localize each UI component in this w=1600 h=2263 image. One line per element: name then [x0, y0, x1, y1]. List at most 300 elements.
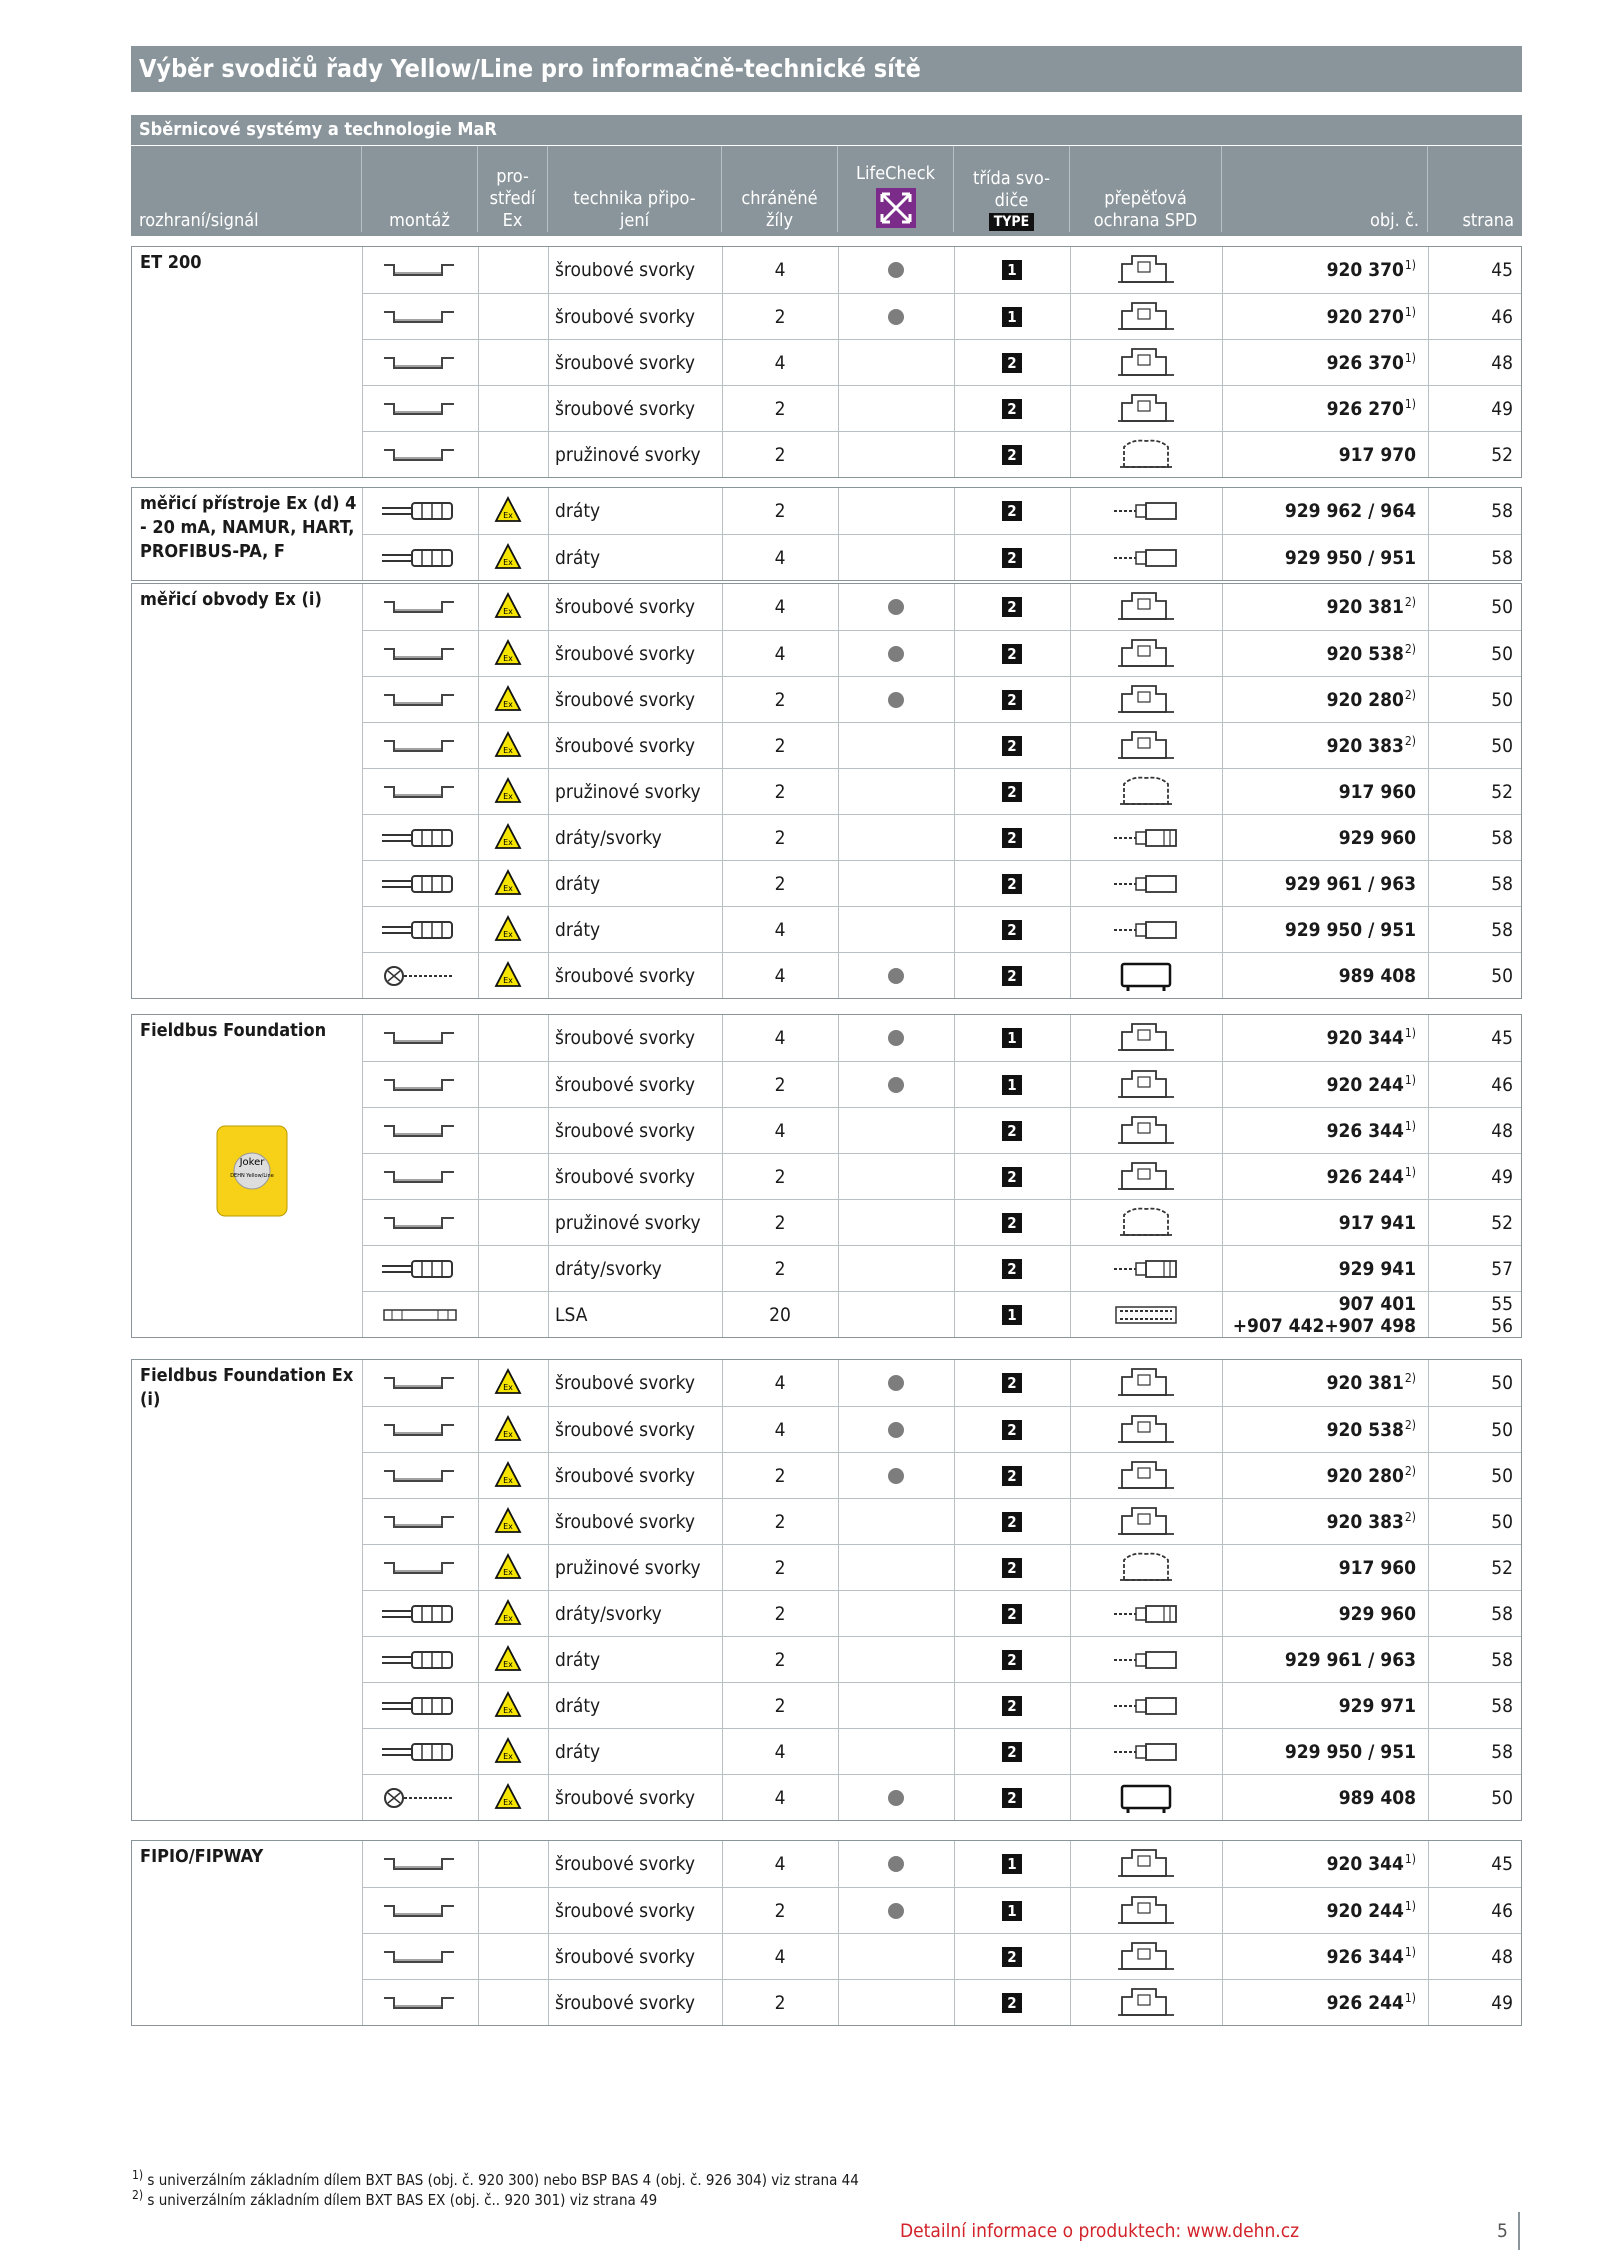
table-row	[362, 722, 1521, 769]
svg-text:Ex: Ex	[503, 976, 513, 985]
ex-warning-icon	[494, 1783, 522, 1811]
connection-type: dráty	[555, 919, 601, 941]
class-badge: 2	[1002, 501, 1022, 521]
din-rail-icon	[382, 396, 458, 422]
tube-mount-icon	[382, 498, 458, 524]
catalog-page-link[interactable]: 50	[1491, 596, 1513, 618]
order-number: 917 970	[1338, 444, 1416, 466]
table-row	[362, 1291, 1521, 1338]
lsa-mount-icon	[382, 1302, 458, 1328]
spd-cable-terminal-icon	[1114, 1596, 1178, 1632]
catalog-page-link[interactable]: 45	[1491, 1853, 1513, 1875]
spd-module-icon	[1114, 636, 1178, 672]
product-group	[131, 1359, 1522, 1821]
din-rail-icon	[382, 1851, 458, 1877]
protected-cores: 2	[774, 1603, 786, 1625]
protected-cores: 4	[774, 1946, 786, 1968]
protected-cores: 2	[774, 1212, 786, 1234]
table-row	[362, 1452, 1521, 1499]
protected-cores: 4	[774, 1419, 786, 1441]
catalog-page-link[interactable]: 50	[1491, 1511, 1513, 1533]
ex-warning-icon	[494, 823, 522, 851]
catalog-page-link[interactable]: 50	[1491, 965, 1513, 987]
table-row	[362, 584, 1521, 630]
catalog-page-link[interactable]: 58	[1491, 500, 1513, 522]
spd-module-icon	[1114, 1412, 1178, 1448]
page-number: 5	[1497, 2220, 1508, 2242]
catalog-page-link[interactable]: 50	[1491, 689, 1513, 711]
spd-module-icon	[1114, 1893, 1178, 1929]
class-badge: 2	[1002, 1121, 1022, 1141]
din-rail-icon	[382, 1072, 458, 1098]
spd-module-icon	[1114, 589, 1178, 625]
header-interface: rozhraní/signál	[139, 210, 259, 231]
ex-warning-icon	[494, 777, 522, 805]
connection-type: šroubové svorky	[555, 1946, 696, 1968]
catalog-page-link[interactable]: 57	[1491, 1258, 1513, 1280]
svg-text:Ex: Ex	[503, 558, 513, 567]
din-rail-icon	[382, 687, 458, 713]
ex-warning-icon	[494, 1737, 522, 1765]
protected-cores: 2	[774, 1465, 786, 1487]
catalog-page-link[interactable]: 58	[1491, 547, 1513, 569]
ex-warning-icon	[494, 1599, 522, 1627]
protected-cores: 4	[774, 352, 786, 374]
din-rail-icon	[382, 733, 458, 759]
protected-cores: 2	[774, 1695, 786, 1717]
class-badge: 1	[1002, 260, 1022, 280]
spd-cable-icon	[1114, 1688, 1178, 1724]
section-title: Sběrnicové systémy a technologie MaR	[131, 115, 1522, 145]
class-badge: 2	[1002, 597, 1022, 617]
order-number: 917 960	[1338, 781, 1416, 803]
svg-text:Ex: Ex	[503, 607, 513, 616]
protected-cores: 2	[774, 1166, 786, 1188]
class-badge: 2	[1002, 690, 1022, 710]
spd-module-icon	[1114, 391, 1178, 427]
spd-module-icon	[1114, 1939, 1178, 1975]
class-badge: 1	[1002, 1305, 1022, 1325]
connection-type: šroubové svorky	[555, 1120, 696, 1142]
order-number: 929 941	[1338, 1258, 1416, 1280]
connection-type: pružinové svorky	[555, 1212, 701, 1234]
catalog-page-link[interactable]: 55 56	[1491, 1293, 1513, 1337]
protected-cores: 2	[774, 1511, 786, 1533]
connection-type: šroubové svorky	[555, 689, 696, 711]
header-class: třída svo- diče	[973, 168, 1050, 211]
joker-logo	[216, 1125, 288, 1217]
lifecheck-dot-icon	[888, 1375, 904, 1391]
din-rail-icon	[382, 1990, 458, 2016]
connection-type: šroubové svorky	[555, 596, 696, 618]
protected-cores: 2	[774, 781, 786, 803]
order-number: 929 960	[1338, 1603, 1416, 1625]
lifecheck-dot-icon	[888, 262, 904, 278]
header-page: strana	[1462, 210, 1514, 231]
catalog-page-link[interactable]: 50	[1491, 1372, 1513, 1394]
svg-text:Ex: Ex	[503, 511, 513, 520]
lifecheck-dot-icon	[888, 692, 904, 708]
table-row	[362, 1728, 1521, 1775]
class-badge: 2	[1002, 644, 1022, 664]
order-number: 929 950 / 951	[1284, 547, 1416, 569]
header-cores: chráněné žíly	[741, 188, 818, 231]
header-environment: pro- středí Ex	[489, 166, 536, 231]
lifecheck-icon	[876, 188, 916, 228]
protected-cores: 4	[774, 1741, 786, 1763]
protected-cores: 2	[774, 1992, 786, 2014]
catalog-page-link[interactable]: 45	[1491, 1027, 1513, 1049]
ex-warning-icon	[494, 1691, 522, 1719]
connection-type: pružinové svorky	[555, 1557, 701, 1579]
connection-type: LSA	[555, 1304, 588, 1326]
ex-warning-icon	[494, 961, 522, 989]
spd-module-icon	[1114, 1985, 1178, 2021]
svg-text:Ex: Ex	[503, 1798, 513, 1807]
footnote-2: $^{2)}$ s univerzálním základním dílem BXT BAS EX (obj. č.. 920 301) viz strana 49	[132, 2188, 658, 2209]
connection-type: šroubové svorky	[555, 1074, 696, 1096]
table-row	[362, 814, 1521, 861]
class-badge: 2	[1002, 782, 1022, 802]
din-rail-icon	[382, 1118, 458, 1144]
connection-type: dráty	[555, 547, 601, 569]
connection-type: dráty/svorky	[555, 1258, 662, 1280]
svg-text:Ex: Ex	[503, 792, 513, 801]
header-lifecheck: LifeCheck	[855, 163, 935, 184]
lifecheck-dot-icon	[888, 309, 904, 325]
page-title: Výběr svodičů řady Yellow/Line pro informačně-technické sítě	[131, 46, 1522, 92]
din-rail-icon	[382, 350, 458, 376]
catalog-page-link[interactable]: 46	[1491, 1900, 1513, 1922]
spd-box-icon	[1114, 1780, 1178, 1816]
din-rail-icon	[382, 641, 458, 667]
catalog-page-link[interactable]: 52	[1491, 1557, 1513, 1579]
order-number: 920 270$^{1)}$	[1326, 304, 1416, 328]
header-connection: technika připo- jení	[573, 188, 696, 231]
order-number: 926 244$^{1)}$	[1326, 1164, 1416, 1188]
order-number: 920 538$^{2)}$	[1326, 1417, 1416, 1441]
class-badge: 2	[1002, 1259, 1022, 1279]
footnote-1: $^{1)}$ s univerzálním základním dílem BXT BAS (obj. č. 920 300) nebo BSP BAS 4 (obj. č. 926 304) viz strana 44	[132, 2168, 859, 2189]
product-group	[131, 487, 1522, 581]
product-group	[131, 246, 1522, 478]
catalog-page-link[interactable]: 52	[1491, 1212, 1513, 1234]
svg-text:Ex: Ex	[503, 654, 513, 663]
table-row	[362, 1682, 1521, 1729]
class-badge: 1	[1002, 1854, 1022, 1874]
tube-mount-icon	[382, 1739, 458, 1765]
lifecheck-dot-icon	[888, 1903, 904, 1919]
table-row	[362, 247, 1521, 293]
class-badge: 2	[1002, 736, 1022, 756]
svg-text:Ex: Ex	[503, 1660, 513, 1669]
din-rail-icon	[382, 1025, 458, 1051]
spd-module-icon	[1114, 1159, 1178, 1195]
page-divider	[1518, 2212, 1520, 2250]
catalog-page-link[interactable]: 50	[1491, 1465, 1513, 1487]
class-badge: 2	[1002, 1167, 1022, 1187]
catalog-page-link[interactable]: 49	[1491, 398, 1513, 420]
class-badge: 2	[1002, 1373, 1022, 1393]
svg-text:Ex: Ex	[503, 1706, 513, 1715]
catalog-page-link[interactable]: 58	[1491, 1649, 1513, 1671]
lifecheck-dot-icon	[888, 1790, 904, 1806]
connection-type: šroubové svorky	[555, 1511, 696, 1533]
class-badge: 2	[1002, 1788, 1022, 1808]
product-group	[131, 1014, 1522, 1338]
lifecheck-dot-icon	[888, 1468, 904, 1484]
lifecheck-dot-icon	[888, 646, 904, 662]
protected-cores: 20	[769, 1304, 791, 1326]
spd-lsa-icon	[1114, 1297, 1178, 1333]
svg-text:Ex: Ex	[503, 700, 513, 709]
order-number: 920 538$^{2)}$	[1326, 641, 1416, 665]
protected-cores: 4	[774, 1120, 786, 1142]
lifecheck-dot-icon	[888, 599, 904, 615]
order-number: 920 244$^{1)}$	[1326, 1898, 1416, 1922]
spd-cable-icon	[1114, 866, 1178, 902]
table-row	[362, 385, 1521, 432]
catalog-page-link[interactable]: 50	[1491, 735, 1513, 757]
class-badge: 2	[1002, 1604, 1022, 1624]
spd-cable-icon	[1114, 912, 1178, 948]
catalog-page-link[interactable]: 48	[1491, 352, 1513, 374]
ex-warning-icon	[494, 1645, 522, 1673]
order-number: 920 383$^{2)}$	[1326, 1509, 1416, 1533]
svg-text:Ex: Ex	[503, 1614, 513, 1623]
order-number: 907 401 +907 442+907 498	[1232, 1293, 1416, 1337]
order-number: 917 960	[1338, 1557, 1416, 1579]
table-row	[362, 906, 1521, 953]
catalog-page-link[interactable]: 50	[1491, 1787, 1513, 1809]
spd-cable-icon	[1114, 1642, 1178, 1678]
catalog-page-link[interactable]: 50	[1491, 643, 1513, 665]
protected-cores: 2	[774, 398, 786, 420]
protected-cores: 4	[774, 919, 786, 941]
class-badge: 2	[1002, 1558, 1022, 1578]
header-spd: přepěťová ochrana SPD	[1093, 188, 1198, 231]
catalog-page-link[interactable]: 58	[1491, 827, 1513, 849]
spd-module-icon	[1114, 1846, 1178, 1882]
connection-type: šroubové svorky	[555, 1166, 696, 1188]
order-number: 920 381$^{2)}$	[1326, 1370, 1416, 1394]
spd-spring-icon	[1114, 1205, 1178, 1241]
svg-text:Ex: Ex	[503, 1476, 513, 1485]
ex-warning-icon	[494, 685, 522, 713]
order-number: 920 244$^{1)}$	[1326, 1072, 1416, 1096]
catalog-page-link[interactable]: 46	[1491, 306, 1513, 328]
spd-spring-icon	[1114, 437, 1178, 473]
connection-type: dráty	[555, 873, 601, 895]
catalog-page-link[interactable]: 50	[1491, 1419, 1513, 1441]
connection-type: šroubové svorky	[555, 398, 696, 420]
connection-type: šroubové svorky	[555, 259, 696, 281]
spd-module-icon	[1114, 1365, 1178, 1401]
ex-warning-icon	[494, 731, 522, 759]
svg-text:Ex: Ex	[503, 1383, 513, 1392]
catalog-page-link[interactable]: 48	[1491, 1120, 1513, 1142]
tube-mount-icon	[382, 1693, 458, 1719]
catalog-page-link[interactable]: 52	[1491, 444, 1513, 466]
spd-box-icon	[1114, 958, 1178, 994]
protected-cores: 2	[774, 827, 786, 849]
header-mounting: montáž	[389, 210, 450, 231]
footer-link[interactable]: Detailní informace o produktech: www.dehn.cz	[900, 2220, 1300, 2242]
table-row	[362, 1887, 1521, 1934]
tube-mount-icon	[382, 825, 458, 851]
connection-type: šroubové svorky	[555, 1853, 696, 1875]
spd-cable-icon	[1114, 540, 1178, 576]
svg-text:Ex: Ex	[503, 1752, 513, 1761]
order-number: 929 961 / 963	[1284, 1649, 1416, 1671]
class-badge: 2	[1002, 1696, 1022, 1716]
table-row	[362, 1636, 1521, 1683]
catalog-page-link[interactable]: 49	[1491, 1992, 1513, 2014]
order-number: 926 244$^{1)}$	[1326, 1990, 1416, 2014]
svg-text:Ex: Ex	[503, 884, 513, 893]
lifecheck-dot-icon	[888, 1030, 904, 1046]
din-rail-icon	[382, 1555, 458, 1581]
order-number: 989 408	[1338, 965, 1416, 987]
protected-cores: 2	[774, 1074, 786, 1096]
connection-type: šroubové svorky	[555, 1992, 696, 2014]
connection-type: dráty	[555, 1695, 601, 1717]
connection-type: pružinové svorky	[555, 781, 701, 803]
class-badge: 2	[1002, 445, 1022, 465]
catalog-page-link[interactable]: 52	[1491, 781, 1513, 803]
din-rail-icon	[382, 1417, 458, 1443]
spd-module-icon	[1114, 728, 1178, 764]
product-group	[131, 1840, 1522, 2026]
connection-type: dráty	[555, 1741, 601, 1763]
class-badge: 2	[1002, 1993, 1022, 2013]
din-rail-icon	[382, 442, 458, 468]
class-badge: 2	[1002, 966, 1022, 986]
order-number: 920 381$^{2)}$	[1326, 594, 1416, 618]
class-badge: 2	[1002, 920, 1022, 940]
order-number: 929 971	[1338, 1695, 1416, 1717]
class-badge: 2	[1002, 828, 1022, 848]
din-rail-icon	[382, 1898, 458, 1924]
order-number: 929 950 / 951	[1284, 1741, 1416, 1763]
class-badge: 2	[1002, 1420, 1022, 1440]
class-badge: 2	[1002, 399, 1022, 419]
catalog-page-link[interactable]: 58	[1491, 1695, 1513, 1717]
spd-module-icon	[1114, 345, 1178, 381]
table-row	[362, 339, 1521, 386]
table-row	[362, 630, 1521, 677]
protected-cores: 2	[774, 500, 786, 522]
connection-type: dráty	[555, 500, 601, 522]
connection-type: šroubové svorky	[555, 1419, 696, 1441]
ex-warning-icon	[494, 592, 522, 620]
ex-warning-icon	[494, 496, 522, 524]
protected-cores: 2	[774, 689, 786, 711]
din-rail-icon	[382, 1509, 458, 1535]
protected-cores: 4	[774, 547, 786, 569]
table-row	[362, 1153, 1521, 1200]
din-rail-icon	[382, 1164, 458, 1190]
connection-type: dráty	[555, 1649, 601, 1671]
lifecheck-dot-icon	[888, 1422, 904, 1438]
connection-type: šroubové svorky	[555, 735, 696, 757]
catalog-page-link[interactable]: 58	[1491, 919, 1513, 941]
catalog-page-link[interactable]: 58	[1491, 1741, 1513, 1763]
order-number: 929 962 / 964	[1284, 500, 1416, 522]
tube-mount-icon	[382, 1647, 458, 1673]
order-number: 920 280$^{2)}$	[1326, 1463, 1416, 1487]
group-name: měřicí obvody Ex (i)	[140, 589, 322, 610]
table-row	[362, 860, 1521, 907]
spd-module-icon	[1114, 682, 1178, 718]
protected-cores: 4	[774, 643, 786, 665]
tube-mount-icon	[382, 1256, 458, 1282]
order-number: 920 344$^{1)}$	[1326, 1851, 1416, 1875]
group-name: Fieldbus Foundation	[140, 1020, 327, 1041]
protected-cores: 4	[774, 965, 786, 987]
tube-mount-icon	[382, 545, 458, 571]
catalog-page-link[interactable]: 58	[1491, 873, 1513, 895]
order-number: 989 408	[1338, 1787, 1416, 1809]
connection-type: pružinové svorky	[555, 444, 701, 466]
table-row	[362, 488, 1521, 534]
protected-cores: 2	[774, 873, 786, 895]
din-rail-icon	[382, 1210, 458, 1236]
group-name: Fieldbus Foundation Ex (i)	[140, 1365, 354, 1410]
product-group	[131, 583, 1522, 999]
spd-module-icon	[1114, 252, 1178, 288]
class-badge: 1	[1002, 1075, 1022, 1095]
connection-type: šroubové svorky	[555, 965, 696, 987]
connection-type: dráty/svorky	[555, 1603, 662, 1625]
catalog-page-link[interactable]: 58	[1491, 1603, 1513, 1625]
catalog-page-link[interactable]: 46	[1491, 1074, 1513, 1096]
class-badge: 1	[1002, 307, 1022, 327]
spd-module-icon	[1114, 1504, 1178, 1540]
svg-text:Ex: Ex	[503, 838, 513, 847]
group-name: měřicí přístroje Ex (d) 4 - 20 mA, NAMUR, HART, PROFIBUS-PA, F	[140, 493, 357, 562]
order-number: 929 950 / 951	[1284, 919, 1416, 941]
spd-spring-icon	[1114, 1550, 1178, 1586]
connection-type: šroubové svorky	[555, 1900, 696, 1922]
spd-module-icon	[1114, 1458, 1178, 1494]
order-number: 920 383$^{2)}$	[1326, 733, 1416, 757]
protected-cores: 4	[774, 1853, 786, 1875]
protected-cores: 4	[774, 1787, 786, 1809]
table-row	[362, 1841, 1521, 1887]
class-badge: 2	[1002, 1213, 1022, 1233]
footnotes	[131, 2170, 859, 2210]
connection-type: šroubové svorky	[555, 1027, 696, 1049]
protected-cores: 2	[774, 306, 786, 328]
protected-cores: 4	[774, 1027, 786, 1049]
spd-cable-icon	[1114, 1734, 1178, 1770]
catalog-page-link[interactable]: 49	[1491, 1166, 1513, 1188]
table-row	[362, 1590, 1521, 1637]
svg-text:Ex: Ex	[503, 930, 513, 939]
connection-type: šroubové svorky	[555, 352, 696, 374]
class-badge: 2	[1002, 1466, 1022, 1486]
catalog-page-link[interactable]: 45	[1491, 259, 1513, 281]
catalog-page-link[interactable]: 48	[1491, 1946, 1513, 1968]
spd-spring-icon	[1114, 774, 1178, 810]
order-number: 926 344$^{1)}$	[1326, 1944, 1416, 1968]
svg-text:Ex: Ex	[503, 1430, 513, 1439]
spd-cable-terminal-icon	[1114, 820, 1178, 856]
connection-type: šroubové svorky	[555, 1787, 696, 1809]
svg-text:DEHN Yellow/Line: DEHN Yellow/Line	[230, 1173, 274, 1179]
order-number: 926 370$^{1)}$	[1326, 350, 1416, 374]
